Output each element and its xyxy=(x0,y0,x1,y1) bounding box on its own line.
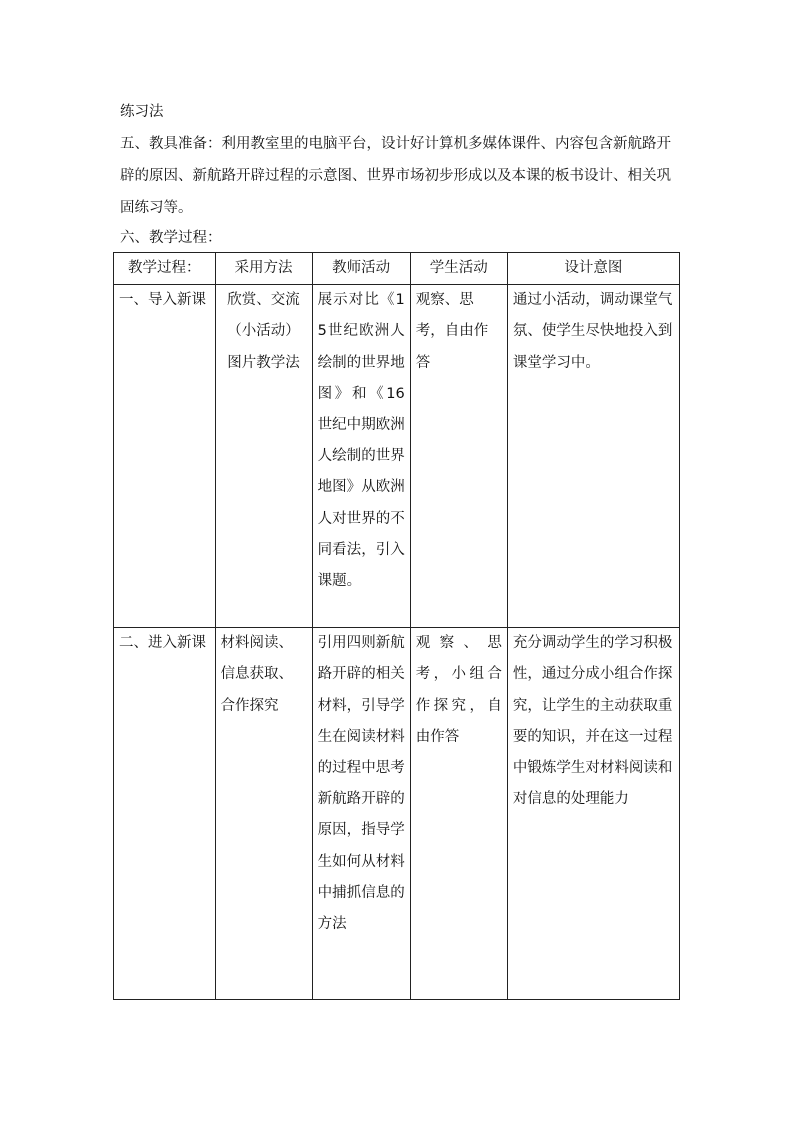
header-stage: 教学过程： xyxy=(114,253,216,285)
teaching-process-table xyxy=(113,252,680,1000)
cell-method: 欣赏、交流（小活动）图片教学法 xyxy=(215,285,312,628)
table-row xyxy=(114,285,680,628)
cell-student-activity: 观察、思考，小组合作探究，自由作答 xyxy=(410,628,507,1000)
table-row xyxy=(114,628,680,1000)
section-six-teaching-process: 六、教学过程： xyxy=(120,230,222,246)
cell-design-intent: 充分调动学生的学习积极性，通过分成小组合作探究，让学生的主动获取重要的知识，并在这一过程中锻炼学生对材料阅读和对信息的处理能力 xyxy=(507,628,679,1000)
cell-method: 材料阅读、信息获取、合作探究 xyxy=(215,628,312,1000)
cell-stage: 二、进入新课 xyxy=(114,628,216,1000)
header-method: 采用方法 xyxy=(215,253,312,285)
cell-student-activity: 观察、思考，自由作答 xyxy=(410,285,507,628)
cell-teacher-activity: 引用四则新航路开辟的相关材料，引导学生在阅读材料的过程中思考新航路开辟的原因，指导学生如何从材料中捕抓信息的方法 xyxy=(312,628,410,1000)
header-teacher-activity: 教师活动 xyxy=(312,253,410,285)
cell-teacher-activity: 展示对比《15世纪欧洲人绘制的世界地图》和《16世纪中期欧洲人绘制的世界地图》从欧洲人对世界的不同看法，引入课题。 xyxy=(312,285,410,628)
cell-stage: 一、导入新课 xyxy=(114,285,216,628)
line-practice-method: 练习法 xyxy=(120,104,164,120)
table-header-row xyxy=(114,253,680,285)
cell-design-intent: 通过小活动，调动课堂气氛、使学生尽快地投入到课堂学习中。 xyxy=(507,285,679,628)
header-student-activity: 学生活动 xyxy=(410,253,507,285)
header-design-intent: 设计意图 xyxy=(507,253,679,285)
section-five-teaching-aids: 五、教具准备：利用教室里的电脑平台，设计好计算机多媒体课件、内容包含新航路开辟的原因、新航路开辟过程的示意图、世界市场初步形成以及本课的板书设计、相关巩固练习等。 xyxy=(120,136,671,216)
